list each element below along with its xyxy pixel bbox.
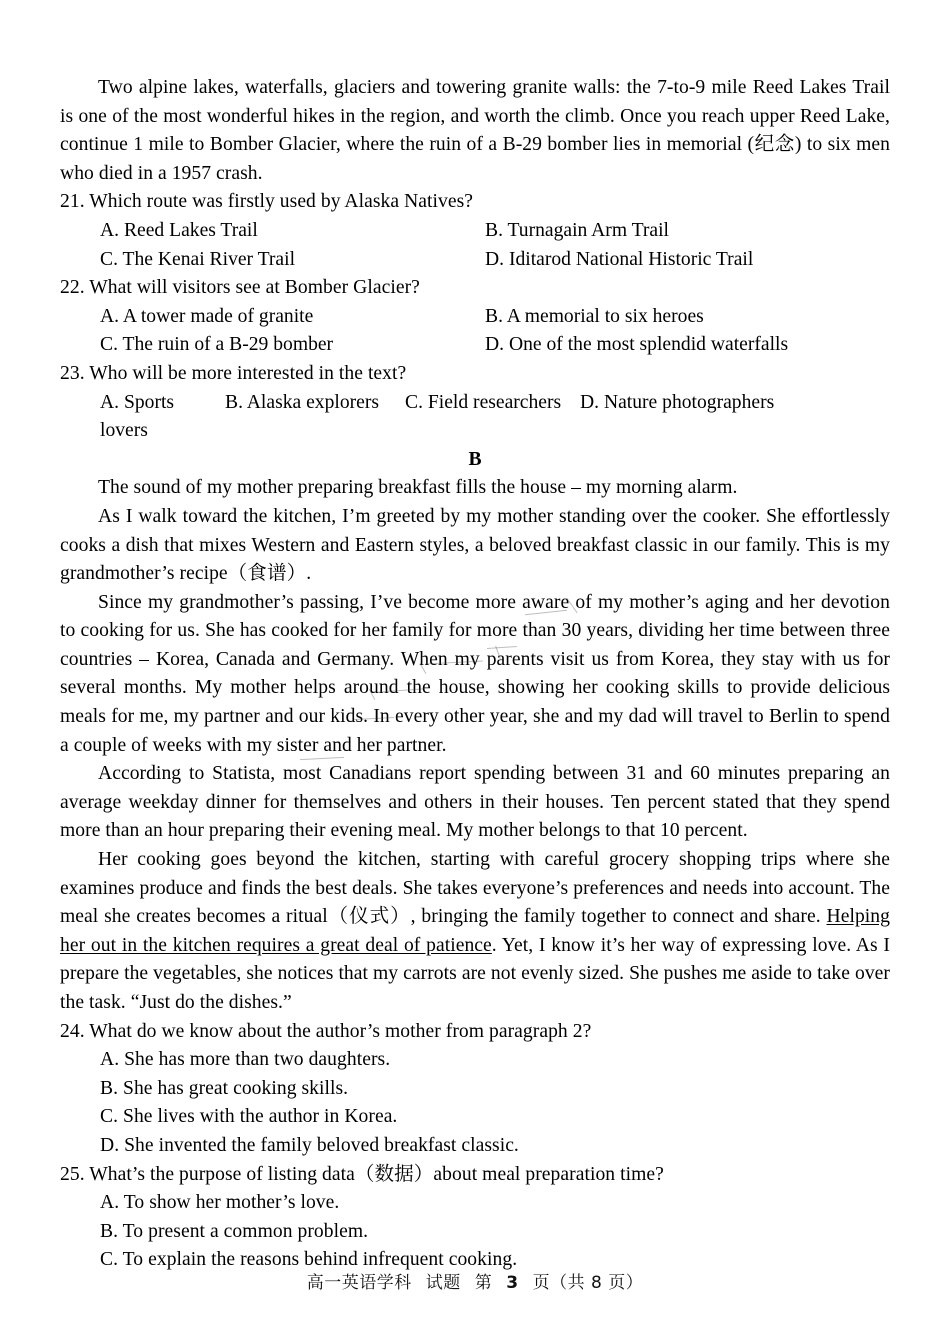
question-23-option-c[interactable]: C. Field researchers bbox=[405, 391, 562, 413]
question-25-option-c[interactable]: C. To explain the reasons behind infrequent cooking. bbox=[100, 1249, 518, 1271]
footer-subject: 高一英语学科 bbox=[306, 1273, 412, 1293]
question-21-options-row-1 bbox=[60, 217, 890, 246]
section-b-label: B bbox=[468, 448, 482, 470]
footer-page-prefix: 第 bbox=[474, 1273, 493, 1293]
section-b-paragraph-3: Since my grandmother’s passing, I’ve become more aware of my mother’s aging and her devotion to cooking for us. She has cooked for her family for more than 30 years, dividing her time between three countries – Korea, Canada and Germany. When my parents visit us from Korea, they stay with us for several months. My mother helps around the house, showing her cooking skills to provide delicious meals for me, my partner and our kids. In every other year, she and my dad will travel to Berlin to spend a couple of weeks with my sister and her partner. bbox=[60, 591, 890, 756]
section-b-paragraph-4: According to Statista, most Canadians report spending between 31 and 60 minutes preparing an average weekday dinner for themselves and others in their houses. Ten percent stated that they spend more than an hour preparing their evening meal. My mother belongs to that 10 percent. bbox=[60, 763, 890, 842]
question-24-option-d[interactable]: D. She invented the family beloved breakfast classic. bbox=[100, 1134, 519, 1156]
question-22-option-d[interactable]: D. One of the most splendid waterfalls bbox=[485, 334, 789, 356]
question-24-stem: 24. What do we know about the author’s mother from paragraph 2? bbox=[60, 1020, 592, 1042]
question-21-option-c[interactable]: C. The Kenai River Trail bbox=[100, 248, 296, 270]
underlined-sentence: Helping her out in the kitchen requires a great deal of patience bbox=[60, 906, 890, 956]
question-22-option-b[interactable]: B. A memorial to six heroes bbox=[485, 305, 704, 327]
question-21-option-d[interactable]: D. Iditarod National Historic Trail bbox=[485, 248, 754, 270]
section-b-paragraph-2: As I walk toward the kitchen, I’m greeted by my mother standing over the cooker. She effortlessly cooks a dish that mixes Western and Eastern styles, a beloved breakfast classic in our family. This is my grandmother’s recipe（食谱）. bbox=[60, 505, 890, 585]
question-22-option-a[interactable]: A. A tower made of granite bbox=[100, 305, 314, 327]
paragraph-5-before-underline: Her cooking goes beyond the kitchen, starting with careful grocery shopping trips where she examines produce and finds the best deals. She takes everyone’s preferences and needs into account. The meal she creates becomes a ritual（仪式）, bringing the family together to connect and share. bbox=[60, 849, 890, 928]
question-23-stem: 23. Who will be more interested in the text? bbox=[60, 362, 407, 384]
question-21-stem: 21. Which route was firstly used by Alaska Natives? bbox=[60, 191, 474, 213]
question-24-option-c[interactable]: C. She lives with the author in Korea. bbox=[100, 1106, 398, 1128]
footer-page-unit: 页 bbox=[532, 1273, 551, 1293]
question-21-option-a[interactable]: A. Reed Lakes Trail bbox=[100, 219, 258, 241]
question-25-option-b[interactable]: B. To present a common problem. bbox=[100, 1220, 369, 1242]
footer-total-pages: （共 8 页） bbox=[550, 1273, 644, 1293]
question-22-option-c[interactable]: C. The ruin of a B-29 bomber bbox=[100, 334, 334, 356]
passage-a-text: Two alpine lakes, waterfalls, glaciers and towering granite walls: the 7-to-9 mile Reed Lakes Trail is one of the most wonderful hikes in the region, and worth the climb. Once you reach upper Reed Lake, continue 1 mile to Bomber Glacier, where the ruin of a B-29 bomber lies in memorial (纪念) to six men who died in a 1957 crash. bbox=[60, 77, 890, 184]
footer-page-number: 3 bbox=[506, 1273, 519, 1293]
question-25-stem: 25. What’s the purpose of listing data（数据）about meal preparation time? bbox=[60, 1163, 664, 1185]
question-23-options-row bbox=[60, 389, 890, 446]
question-22-stem: 22. What will visitors see at Bomber Glacier? bbox=[60, 277, 420, 299]
question-24-option-b[interactable]: B. She has great cooking skills. bbox=[100, 1077, 349, 1099]
section-b-paragraph-5 bbox=[60, 846, 890, 1018]
question-22-options-row-2 bbox=[60, 331, 890, 360]
paragraph-5-after-underline: . Yet, I know it’s her way of expressing love. As I prepare the vegetables, she notices that my carrots are not evenly sized. She pushes me aside to take over the task. “Just do the dishes.” bbox=[60, 934, 890, 1013]
section-b-paragraph-1: The sound of my mother preparing breakfast fills the house – my morning alarm. bbox=[98, 477, 738, 499]
question-21-options-row-2 bbox=[60, 246, 890, 275]
question-23-option-d[interactable]: D. Nature photographers bbox=[580, 391, 775, 413]
question-23-option-b[interactable]: B. Alaska explorers bbox=[225, 391, 379, 413]
passage-a-paragraph bbox=[60, 74, 890, 188]
page-content bbox=[60, 74, 890, 1275]
question-24-option-a[interactable]: A. She has more than two daughters. bbox=[100, 1049, 391, 1071]
footer-paper-label: 试题 bbox=[425, 1273, 461, 1293]
question-22-options-row-1 bbox=[60, 303, 890, 332]
question-25-option-a[interactable]: A. To show her mother’s love. bbox=[100, 1192, 340, 1214]
question-23-option-a[interactable]: A. Sports lovers bbox=[100, 391, 175, 442]
question-21-option-b[interactable]: B. Turnagain Arm Trail bbox=[485, 219, 670, 241]
page-footer bbox=[0, 1268, 950, 1293]
